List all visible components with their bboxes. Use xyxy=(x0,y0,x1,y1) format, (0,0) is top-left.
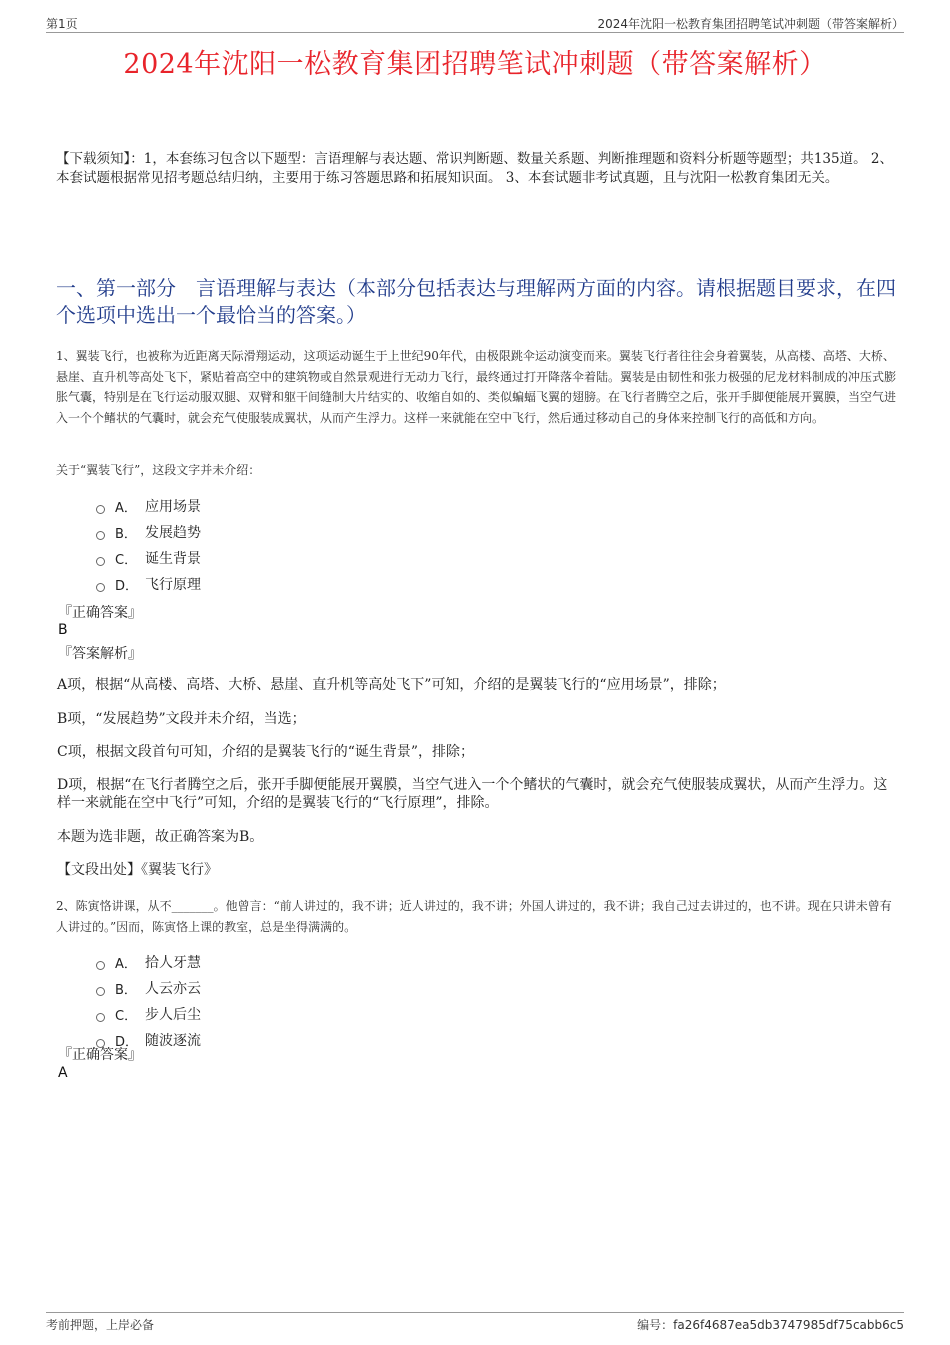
option-text: 应用场景 xyxy=(145,499,201,515)
footer-code-label: 编号： xyxy=(637,1318,674,1332)
footer-code-value: fa26f4687ea5db3747985df75cabb6c5 xyxy=(673,1318,904,1332)
section-heading: 一、第一部分 言语理解与表达（本部分包括表达与理解两方面的内容。请根据题目要求，在四个选项中选出一个最恰当的答案。） xyxy=(56,276,896,327)
option-text: 随波逐流 xyxy=(145,1033,201,1049)
option-c[interactable]: C． 步人后尘 xyxy=(96,1001,396,1027)
page-header xyxy=(46,12,904,33)
radio-icon[interactable] xyxy=(96,583,105,592)
option-b[interactable]: B． 发展趋势 xyxy=(96,519,396,545)
option-a[interactable]: A． 拾人牙慧 xyxy=(96,949,396,975)
option-text: 发展趋势 xyxy=(145,525,201,541)
footer-slogan: 考前押题，上岸必备 xyxy=(46,1318,155,1332)
option-a[interactable]: A． 应用场景 xyxy=(96,493,396,519)
radio-icon[interactable] xyxy=(96,987,105,996)
option-text: 步人后尘 xyxy=(145,1007,201,1023)
option-text: 人云亦云 xyxy=(145,981,201,997)
option-d[interactable]: D． 随波逐流 xyxy=(96,1027,396,1053)
question-2-text: 2、陈寅恪讲课，从不_______。他曾言：“前人讲过的，我不讲；近人讲过的，我不讲；外国人讲过的，我不讲；我自己过去讲过的，也不讲。现在只讲未曾有人讲过的。”因而，陈寅恪上课的教室，总是坐得满满的。 xyxy=(56,899,892,934)
page-title: 2024年沈阳一松教育集团招聘笔试冲刺题（带答案解析） xyxy=(123,49,827,80)
analysis-label: 『答案解析』 xyxy=(58,646,142,662)
text-source: 【文段出处】《翼装飞行》 xyxy=(57,862,218,878)
header-doc-title: 2024年沈阳一松教育集团招聘笔试冲刺题（带答案解析） xyxy=(597,17,904,31)
correct-answer-label: 『正确答案』 xyxy=(58,1047,142,1063)
analysis-line-b: B项，“发展趋势”文段并未介绍，当选； xyxy=(57,711,306,727)
question-1-options xyxy=(96,493,396,597)
question-1-stem: 关于“翼装飞行”，这段文字并未介绍： xyxy=(56,463,261,477)
question-1-text: 1、翼装飞行，也被称为近距离天际滑翔运动，这项运动诞生于上世纪90年代，由极限跳伞运动演变而来。翼装飞行者往往会身着翼装，从高楼、高塔、大桥、悬崖、直升机等高处飞下，紧贴着高空中的建筑物或自然景观进行无动力飞行，最终通过打开降落伞着陆。翼装是由韧性和张力极强的尼龙材料制成的冲压式膨胀气囊，特别是在飞行运动服双腿、双臂和躯干间缝制大片结实的、收缩自如的、类似蝙蝠飞翼的翅膀。在飞行者腾空之后，张开手脚便能展开翼膜，当空气进入一个个鳍状的气囊时，就会充气使服装成翼状，从而产生浮力。这样一来就能在空中飞行，然后通过移动自己的身体来控制飞行的高低和方向。 xyxy=(56,349,897,425)
correct-answer: A xyxy=(58,1065,68,1081)
option-text: 诞生背景 xyxy=(145,551,201,567)
analysis-line-d: D项，根据“在飞行者腾空之后，张开手脚便能展开翼膜，当空气进入一个个鳍状的气囊时，就会充气使服装成翼状，从而产生浮力。这样一来就能在空中飞行”可知，介绍的是翼装飞行的“飞行原理”，排除。 xyxy=(57,777,888,811)
radio-icon[interactable] xyxy=(96,505,105,514)
option-c[interactable]: C． 诞生背景 xyxy=(96,545,396,571)
radio-icon[interactable] xyxy=(96,961,105,970)
analysis-conclusion: 本题为选非题，故正确答案为B。 xyxy=(57,829,264,845)
option-d[interactable]: D． 飞行原理 xyxy=(96,571,396,597)
download-notice: 【下载须知】：1，本套练习包含以下题型：言语理解与表达题、常识判断题、数量关系题、判断推理题和资料分析题等题型；共135道。 2、本套试题根据常见招考题总结归纳，主要用于练习答题思路和拓展知识面。 3、本套试题非考试真题，且与沈阳一松教育集团无关。 xyxy=(56,151,893,186)
radio-icon[interactable] xyxy=(96,1013,105,1022)
radio-icon[interactable] xyxy=(96,557,105,566)
correct-answer: B xyxy=(58,622,68,638)
analysis-line-c: C项，根据文段首句可知，介绍的是翼装飞行的“诞生背景”，排除； xyxy=(57,744,475,760)
page-footer xyxy=(46,1312,904,1333)
option-text: 拾人牙慧 xyxy=(145,955,201,971)
correct-answer-label: 『正确答案』 xyxy=(58,605,142,621)
footer-code xyxy=(637,1316,904,1333)
analysis-line-a: A项，根据“从高楼、高塔、大桥、悬崖、直升机等高处飞下”可知，介绍的是翼装飞行的“应用场景”，排除； xyxy=(57,677,726,693)
page-number-label: 第1页 xyxy=(46,17,78,31)
question-2-options xyxy=(96,949,396,1053)
option-text: 飞行原理 xyxy=(145,577,201,593)
radio-icon[interactable] xyxy=(96,531,105,540)
option-b[interactable]: B． 人云亦云 xyxy=(96,975,396,1001)
